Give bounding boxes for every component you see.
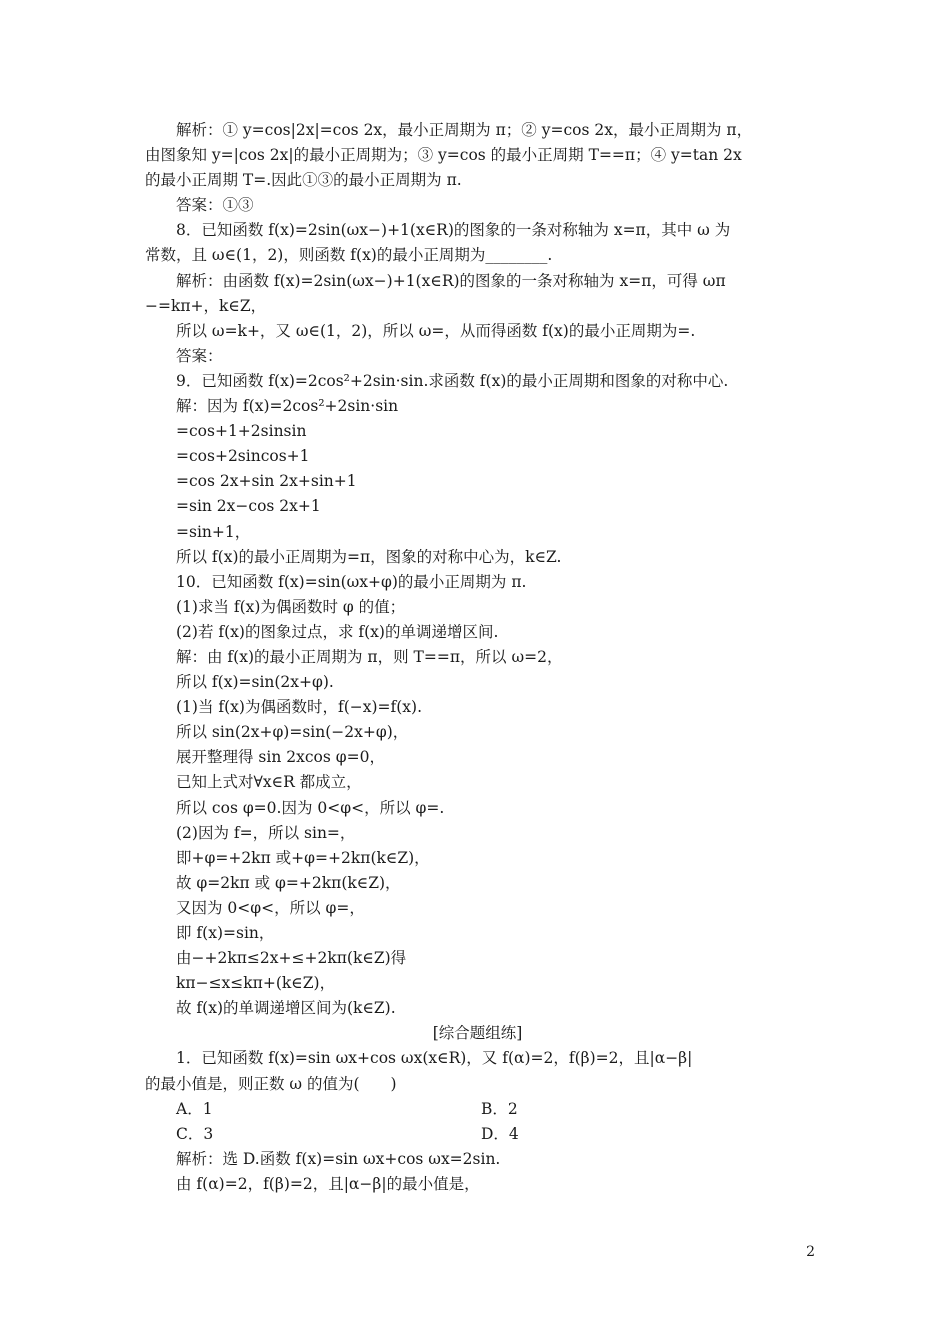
text-line: 所以 cos φ=0.因为 0<φ<，所以 φ=. — [176, 798, 445, 817]
text-line: =cos+1+2sinsin — [176, 422, 307, 441]
text-line: 故 f(x)的单调递增区间为(k∈Z). — [176, 999, 396, 1018]
analysis-line-1: 解析：选 D.函数 f(x)=sin ωx+cos ωx=2sin. — [176, 1149, 501, 1168]
option-d: D．4 — [481, 1124, 519, 1143]
text-line: (2)若 f(x)的图象过点，求 f(x)的单调递增区间. — [176, 622, 499, 641]
text-line: 8．已知函数 f(x)=2sin(ωx−)+1(x∈R)的图象的一条对称轴为 x=π，其中 ω 为 — [176, 221, 731, 240]
text-line: 由−+2kπ≤2x+≤+2kπ(k∈Z)得 — [176, 949, 407, 968]
text-line: (2)因为 f=，所以 sin=， — [176, 823, 356, 842]
text-line: =sin 2x−cos 2x+1 — [176, 497, 321, 516]
text-line: =sin+1， — [176, 522, 251, 541]
text-line: 由图象知 y=|cos 2x|的最小正周期为；③ y=cos 的最小正周期 T==π；④ y=tan 2x — [145, 146, 742, 165]
text-line: (1)当 f(x)为偶函数时，f(−x)=f(x). — [176, 698, 423, 717]
text-line: =cos 2x+sin 2x+sin+1 — [176, 472, 357, 491]
text-line: 解析：① y=cos|2x|=cos 2x，最小正周期为 π；② y=cos 2x，最小正周期为 π， — [176, 121, 753, 139]
text-line: 的最小正周期 T=.因此①③的最小正周期为 π. — [145, 171, 462, 190]
text-line: 常数，且 ω∈(1，2)，则函数 f(x)的最小正周期为________. — [145, 246, 553, 265]
text-line: 展开整理得 sin 2xcos φ=0， — [176, 748, 385, 767]
text-line: 9．已知函数 f(x)=2cos²+2sin·sin.求函数 f(x)的最小正周期和图象的对称中心. — [176, 371, 729, 390]
text-line: 解析：由函数 f(x)=2sin(ωx−)+1(x∈R)的图象的一条对称轴为 x=π，可得 ωπ — [176, 271, 726, 290]
question-1-line-2: 的最小值是，则正数 ω 的值为( ) — [145, 1074, 397, 1093]
document-page — [145, 118, 810, 1197]
text-line: 答案： — [176, 346, 223, 365]
text-line: 所以 sin(2x+φ)=sin(−2x+φ)， — [176, 723, 409, 742]
text-line: kπ−≤x≤kπ+(k∈Z)， — [176, 974, 336, 993]
text-line: 答案：①③ — [176, 196, 254, 215]
options-row-2 — [145, 1122, 810, 1147]
text-line: 又因为 0<φ<，所以 φ=， — [176, 898, 365, 917]
text-lines — [145, 118, 810, 1021]
text-line: =cos+2sincos+1 — [176, 447, 310, 466]
question-1-line-1: 1．已知函数 f(x)=sin ωx+cos ωx(x∈R)，又 f(α)=2，f(β)=2，且|α−β| — [176, 1049, 693, 1068]
text-line: 已知上式对∀x∈R 都成立， — [176, 773, 362, 792]
page-number: 2 — [806, 1244, 815, 1260]
text-line: 即 f(x)=sin， — [176, 924, 275, 942]
option-c: C．3 — [176, 1124, 214, 1143]
text-line: −=kπ+，k∈Z， — [145, 296, 267, 315]
options-row-1 — [145, 1097, 810, 1122]
text-line: 所以 f(x)的最小正周期为=π，图象的对称中心为，k∈Z. — [176, 547, 562, 566]
text-line: 解：因为 f(x)=2cos²+2sin·sin — [176, 397, 399, 416]
text-line: 解：由 f(x)的最小正周期为 π，则 T==π，所以 ω=2， — [176, 647, 563, 666]
option-b: B．2 — [481, 1099, 518, 1118]
text-line: 即+φ=+2kπ 或+φ=+2kπ(k∈Z)， — [176, 848, 430, 867]
text-line: 所以 ω=k+，又 ω∈(1，2)，所以 ω=，从而得函数 f(x)的最小正周期为=. — [176, 321, 696, 340]
option-a: A．1 — [176, 1099, 213, 1118]
text-line: (1)求当 f(x)为偶函数时 φ 的值； — [176, 597, 406, 616]
text-line: 所以 f(x)=sin(2x+φ). — [176, 673, 334, 692]
analysis-line-2: 由 f(α)=2，f(β)=2，且|α−β|的最小值是， — [176, 1174, 480, 1193]
text-line: 故 φ=2kπ 或 φ=+2kπ(k∈Z)， — [176, 873, 401, 892]
section-title: [综合题组练] — [432, 1024, 523, 1043]
text-line: 10．已知函数 f(x)=sin(ωx+φ)的最小正周期为 π. — [176, 572, 527, 591]
